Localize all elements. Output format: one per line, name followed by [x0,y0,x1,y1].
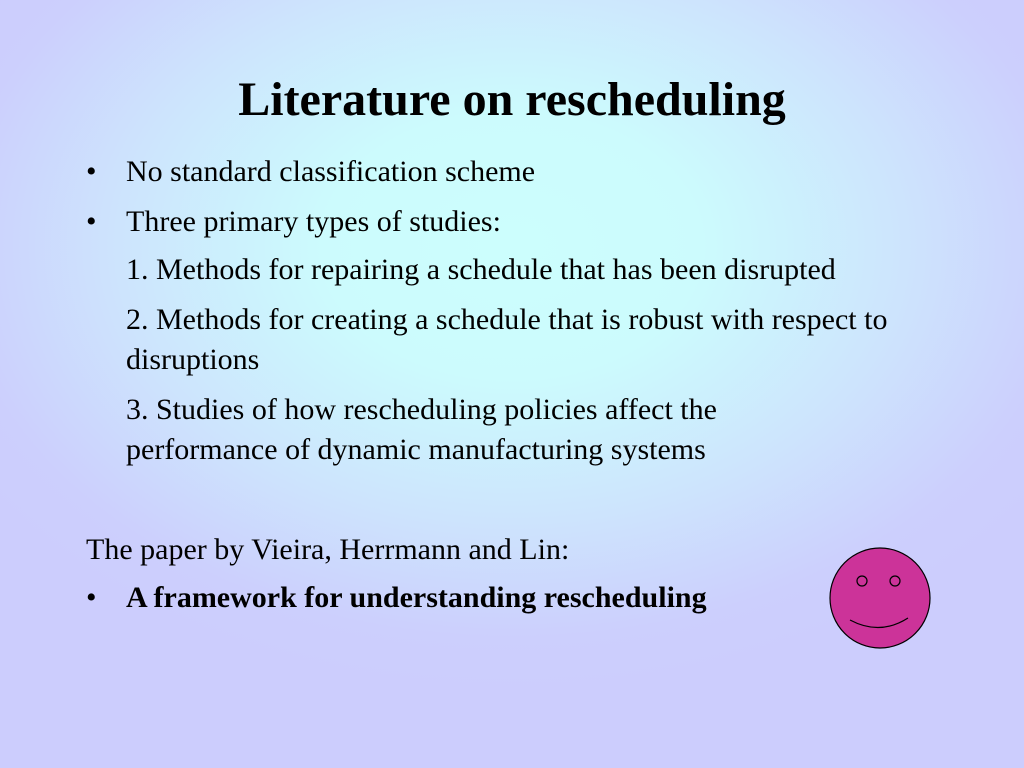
paper-title: A framework for understanding rescheduling [126,581,707,614]
bullet-text: No standard classification scheme [126,155,536,188]
bullet-item [86,154,535,190]
bullet-glyph: • [86,205,97,238]
smiley-face-circle [830,548,930,648]
slide-title: Literature on rescheduling [238,73,786,126]
bullet-text: Three primary types of studies: [126,205,501,238]
study-type-item: 1. Methods for repairing a schedule that has been disrupted [126,253,836,286]
bullet-glyph: • [86,155,97,188]
study-type-item: 2. Methods for creating a schedule that is robust with respect to disruptions [126,303,888,376]
bullet-item [86,580,707,616]
bullet-glyph: • [86,581,97,614]
smiley-face-icon [828,546,932,650]
study-type-item: 3. Studies of how rescheduling policies affect the performance of dynamic manufacturing systems [126,393,717,466]
bullet-item [86,204,501,240]
paper-intro: The paper by Vieira, Herrmann and Lin: [86,533,570,566]
